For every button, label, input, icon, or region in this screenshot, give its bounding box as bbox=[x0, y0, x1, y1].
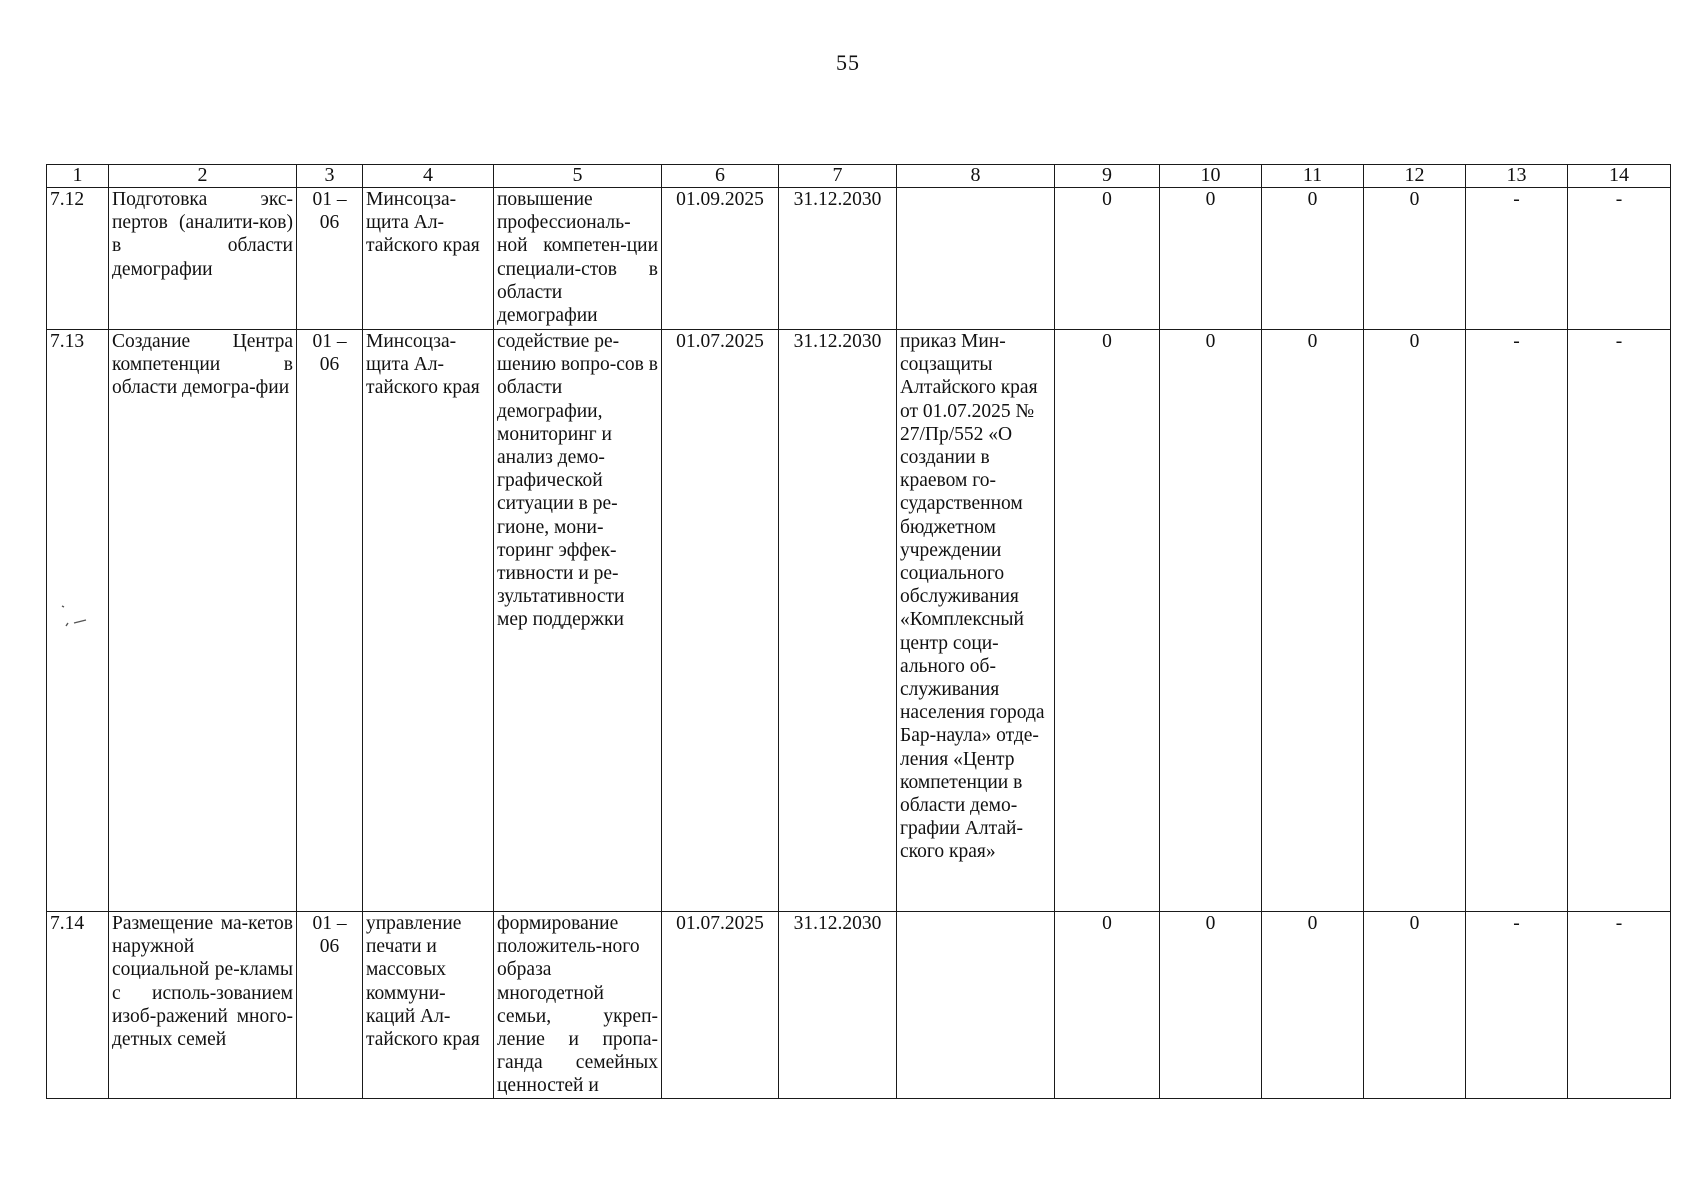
column-header: 2 bbox=[109, 165, 297, 188]
measure-result: повышение профессиональ-ной компетен-ции специали-стов в области демографии bbox=[494, 188, 662, 330]
funding-cell: 0 bbox=[1364, 188, 1466, 330]
measure-executor: Минсоцза-щита Ал-тайского края bbox=[363, 330, 494, 912]
measure-period bbox=[297, 912, 363, 1099]
legal-document bbox=[897, 912, 1055, 1099]
column-header: 9 bbox=[1055, 165, 1160, 188]
funding-cell: 0 bbox=[1055, 330, 1160, 912]
funding-cell: - bbox=[1568, 330, 1671, 912]
end-date: 31.12.2030 bbox=[779, 912, 897, 1099]
scan-artifact-mark bbox=[56, 596, 96, 636]
funding-cell: 0 bbox=[1160, 188, 1262, 330]
column-header: 14 bbox=[1568, 165, 1671, 188]
column-header: 13 bbox=[1466, 165, 1568, 188]
funding-cell: 0 bbox=[1160, 330, 1262, 912]
measure-period bbox=[297, 330, 363, 912]
measure-result: содействие ре-шению вопро-сов в области демографии, мониторинг и анализ демо-графической ситуации в ре-гионе, мони-торинг эффек-тивности и ре-зультативности мер поддержки bbox=[494, 330, 662, 912]
funding-cell: 0 bbox=[1364, 330, 1466, 912]
column-header: 11 bbox=[1262, 165, 1364, 188]
funding-cell: 0 bbox=[1262, 330, 1364, 912]
funding-cell: - bbox=[1466, 912, 1568, 1099]
end-date: 31.12.2030 bbox=[779, 188, 897, 330]
funding-cell: - bbox=[1466, 330, 1568, 912]
funding-cell: - bbox=[1466, 188, 1568, 330]
funding-cell: 0 bbox=[1262, 188, 1364, 330]
column-header: 1 bbox=[47, 165, 109, 188]
funding-cell: 0 bbox=[1055, 188, 1160, 330]
measure-number: 7.13 bbox=[47, 330, 109, 912]
measure-result: формирование положитель-ного образа многодетной семьи, укреп-ление и пропа-ганда семейных ценностей и bbox=[494, 912, 662, 1099]
funding-cell: 0 bbox=[1364, 912, 1466, 1099]
column-header: 4 bbox=[363, 165, 494, 188]
table-row bbox=[47, 912, 1671, 1099]
period-line: 01 – bbox=[312, 331, 347, 352]
funding-cell: 0 bbox=[1262, 912, 1364, 1099]
column-header: 8 bbox=[897, 165, 1055, 188]
measure-name: Подготовка экс-пертов (аналити-ков) в области демографии bbox=[109, 188, 297, 330]
table-row bbox=[47, 330, 1671, 912]
period-line: 06 bbox=[319, 212, 340, 234]
period-line: 01 – bbox=[312, 189, 347, 210]
measure-executor: Минсоцза-щита Ал-тайского края bbox=[363, 188, 494, 330]
start-date: 01.07.2025 bbox=[662, 912, 779, 1099]
header-row bbox=[47, 165, 1671, 188]
start-date: 01.07.2025 bbox=[662, 330, 779, 912]
column-header: 6 bbox=[662, 165, 779, 188]
measure-executor: управление печати и массовых коммуни-каций Ал-тайского края bbox=[363, 912, 494, 1099]
legal-document bbox=[897, 188, 1055, 330]
column-header: 5 bbox=[494, 165, 662, 188]
measure-name: Размещение ма-кетов наружной социальной ре-кламы с исполь-зованием изоб-ражений много-детных семей bbox=[109, 912, 297, 1099]
column-header: 10 bbox=[1160, 165, 1262, 188]
funding-cell: - bbox=[1568, 188, 1671, 330]
measure-number: 7.12 bbox=[47, 188, 109, 330]
period-line: 06 bbox=[319, 354, 340, 376]
page-number: 55 bbox=[836, 50, 860, 75]
funding-cell: - bbox=[1568, 912, 1671, 1099]
start-date: 01.09.2025 bbox=[662, 188, 779, 330]
funding-cell: 0 bbox=[1055, 912, 1160, 1099]
period-line: 01 – bbox=[312, 913, 347, 934]
table-row bbox=[47, 188, 1671, 330]
end-date: 31.12.2030 bbox=[779, 330, 897, 912]
measure-name: Создание Центра компетенции в области демогра-фии bbox=[109, 330, 297, 912]
measure-period bbox=[297, 188, 363, 330]
column-header: 7 bbox=[779, 165, 897, 188]
legal-document: приказ Мин-соцзащиты Алтайского края от 01.07.2025 № 27/Пр/552 «О создании в краевом го-сударственном бюджетном учреждении социального обслуживания «Комплексный центр соци-ального об-служивания населения города Бар-наула» отде-ления «Центр компетенции в области демо-графии Алтай-ского края» bbox=[897, 330, 1055, 912]
measures-table bbox=[46, 164, 1671, 1099]
measure-number: 7.14 bbox=[47, 912, 109, 1099]
column-header: 12 bbox=[1364, 165, 1466, 188]
column-header: 3 bbox=[297, 165, 363, 188]
period-line: 06 bbox=[319, 936, 340, 958]
funding-cell: 0 bbox=[1160, 912, 1262, 1099]
